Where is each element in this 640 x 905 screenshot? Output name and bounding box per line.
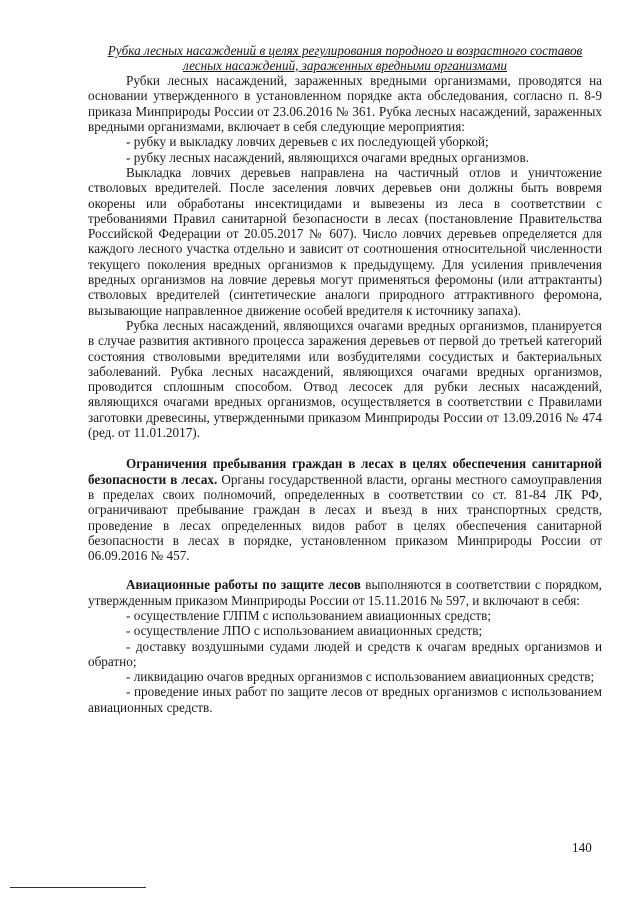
paragraph-trap-trees: Выкладка ловчих деревьев направлена на частичный отлов и уничтожение стволовых вредителей. После заселения ловчих деревьев они должны быть вовремя окорены или обработаны инсектицидами и вывезены из леса в соответствии с требованиями Правил санитарной безопасности в лесах (постановление Правительства Российской Федерации от 20.05.2017 № 607). Число ловчих деревьев определяется для каждого лесного участка отдельно и зависит от соотношения относительной численности текущего поколения вредных организмов к предыдущему. Для усиления привлечения вредных организмов на ловчие деревья могут применяться феромоны (или аттрактанты) стволовых вредителей (синтетические аналоги природного аттрактивного феромона, вызывающие направленное движение особей вредителя к источнику запаха). [88,164,602,318]
bullet-pest-foci-felling: - рубку лесных насаждений, являющихся очагами вредных организмов. [126,149,530,165]
aviation-works-title: Авиационные работы по защите лесов [126,577,361,593]
stay-restrictions-text: Органы государственной власти, органы местного самоуправления в пределах своих полномочий, определенных в соответствии со ст. 81-84 ЛК РФ, ограничивают пребывание граждан в лесах и въезд в них транспортных средств, проведение в лесах определенных видов работ в целях обеспечения санитарной безопасности в лесах в порядке, установленном приказом Минприроды России от 06.09.2016 № 457. [88,471,602,564]
bullet-delivery: - доставку воздушными судами людей и средств к очагам вредных организмов и обратно; [88,638,602,669]
bullet-lpo: - осуществление ЛПО с использованием авиационных средств; [126,623,483,639]
stay-restrictions-title: Ограничения пребывания граждан в лесах в целях обеспечения санитарной безопасности в лесах. [88,456,602,487]
paragraph-pest-foci-felling: Рубка лесных насаждений, являющихся очагами вредных организмов, планируется в случае развития активного процесса заражения деревьев от первой до третьей категорий состояния стволовыми вредителями или возбудителями сосудистых и бактериальных заболеваний. Рубка лесных насаждений, являющихся очагами вредных организмов, проводится сплошным способом. Отвод лесосек для рубки лесных насаждений, являющихся очагами вредных организмов, осуществляется в соответствии с Правилами заготовки древесины, утвержденными приказом Минприроды России от 13.09.2016 № 474 (ред. от 11.01.2017). [88,317,602,441]
bullet-trap-trees: - рубку и выкладку ловчих деревьев с их последующей уборкой; [126,134,489,150]
footer-rule [10,887,146,888]
bullet-liquidation: - ликвидацию очагов вредных организмов с использованием авиационных средств; [126,669,595,685]
aviation-works-text: выполняются в соответствии с порядком, утвержденным приказом Минприроды России от 15.11.2016 № 597, и включают в себя: [88,577,602,608]
paragraph-sanitary-felling-basis: Рубки лесных насаждений, зараженных вредными организмами, проводятся на основании утвержденного в установленном порядке акта обследования, согласно п. 8-9 приказа Минприроды России от 23.06.2016 № 361. Рубка лесных насаждений, зараженных вредными организмами, включает в себя следующие мероприятия: [88,73,602,135]
bullet-glpm: - осуществление ГЛПМ с использованием авиационных средств; [126,607,491,623]
page-number: 140 [572,840,592,855]
paragraph-stay-restrictions [88,456,602,563]
document-page [88,44,602,715]
paragraph-aviation-works [88,577,602,608]
section-heading: Рубка лесных насаждений в целях регулирования породного и возрастного составов лесных насаждений, зараженных вредными организмами [107,43,583,73]
bullet-other-works: - проведение иных работ по защите лесов от вредных организмов с использованием авиационных средств. [88,684,602,715]
